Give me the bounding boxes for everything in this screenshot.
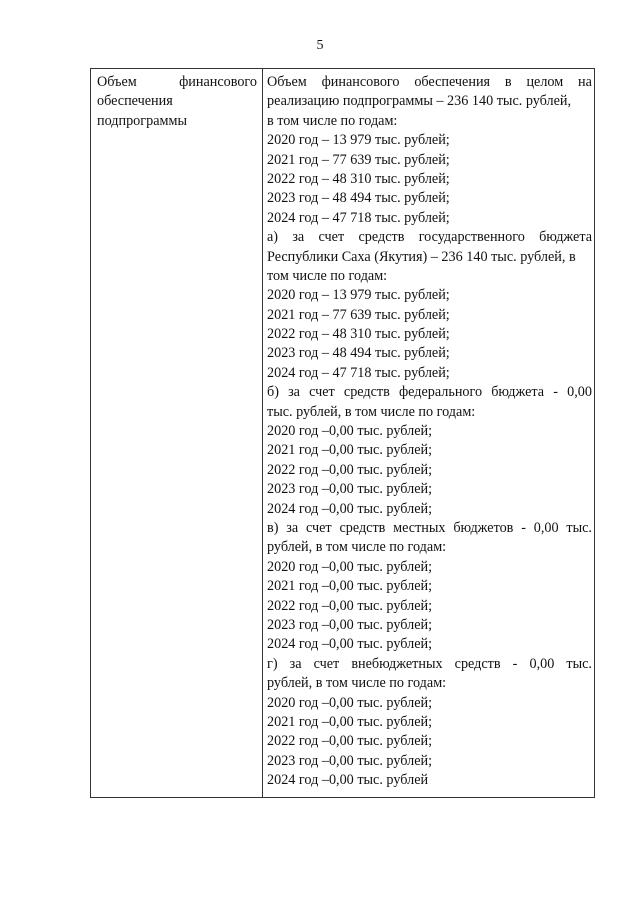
section-g-line-2: рублей, в том числе по годам: (267, 675, 447, 692)
year-label: 2020 год – (267, 694, 329, 711)
word: за (289, 655, 302, 672)
word: тыс. (566, 519, 592, 536)
amount: 0,00 тыс. рублей; (328, 694, 433, 711)
word: средств (358, 229, 405, 246)
year-label: 2021 год – (267, 578, 329, 595)
total-year-line: 2020 год – 13 979 тыс. рублей; (267, 132, 450, 149)
amount: 0,00 тыс. рублей; (328, 578, 433, 595)
section-v-year-row (267, 597, 592, 616)
word: бюджетов (453, 519, 514, 536)
amount: 0,00 тыс. рублей; (328, 423, 433, 440)
section-b-year-row (267, 422, 592, 441)
section-a-year-line: 2022 год – 48 310 тыс. рублей; (267, 326, 450, 343)
label-line-1 (97, 73, 257, 92)
word: государственного (418, 229, 525, 246)
amount: 0,00 тыс. рублей; (328, 461, 433, 478)
word: за (288, 384, 300, 401)
word: в (504, 74, 512, 90)
year-label: 2024 год – (267, 636, 329, 653)
year-label: 2021 год – (267, 713, 329, 730)
section-a-year-line: 2023 год – 48 494 тыс. рублей; (267, 345, 450, 362)
word: счет (313, 655, 340, 672)
section-a-line-3: том числе по годам: (267, 267, 388, 284)
word: средств (454, 655, 501, 672)
amount: 0,00 тыс. рублей; (328, 636, 433, 653)
section-a-line-2: Республики Саха (Якутия) – 236 140 тыс. рублей, в (267, 248, 576, 265)
section-v-year-row (267, 577, 592, 596)
year-label: 2021 год – (267, 442, 329, 459)
section-v-line-1 (267, 519, 592, 538)
amount: 0,00 тыс. рублей; (328, 597, 433, 614)
section-g-line-1 (267, 655, 592, 674)
total-year-line: 2021 год – 77 639 тыс. рублей; (267, 151, 450, 168)
word: 0,00 (529, 655, 555, 672)
label-word: финансового (179, 74, 257, 90)
section-b-year-row (267, 461, 592, 480)
word: счет (309, 384, 335, 401)
financing-table (90, 68, 595, 798)
word: Объем (267, 74, 307, 90)
word: тыс. (566, 655, 592, 672)
amount: 0,00 тыс. рублей; (328, 558, 433, 575)
label-line-2: обеспечения (97, 93, 173, 110)
word: обеспечения (414, 74, 491, 90)
label-word: Объем (97, 74, 137, 90)
word: счет (318, 229, 345, 246)
total-year-line: 2023 год – 48 494 тыс. рублей; (267, 190, 450, 207)
word: - (553, 384, 558, 401)
word: средств (339, 519, 386, 536)
section-g-year-row (267, 752, 592, 771)
amount: 0,00 тыс. рублей; (328, 442, 433, 459)
total-year-line: 2022 год – 48 310 тыс. рублей; (267, 170, 450, 187)
amount: 0,00 тыс. рублей; (328, 616, 433, 633)
section-b-year-row (267, 500, 592, 519)
word: 0,00 (567, 384, 592, 401)
word: местных (393, 519, 446, 536)
year-label: 2023 год – (267, 752, 329, 769)
section-g-year-row (267, 694, 592, 713)
section-v-year-row (267, 635, 592, 654)
amount: 0,00 тыс. рублей; (328, 481, 433, 498)
word: федерального (398, 384, 483, 401)
intro-line-3: в том числе по годам: (267, 112, 398, 129)
year-label: 2024 год – (267, 772, 329, 789)
word: г) (267, 655, 278, 672)
word: внебюджетных (351, 655, 443, 672)
year-label: 2022 год – (267, 733, 329, 750)
section-v-year-row (267, 558, 592, 577)
word: бюджета (539, 229, 592, 246)
word: - (521, 519, 526, 536)
year-label: 2020 год – (267, 423, 329, 440)
word: в) (267, 519, 279, 536)
section-b-line-1 (267, 383, 592, 402)
section-a-line-1 (267, 228, 592, 247)
word: средств (343, 384, 390, 401)
word: целом (526, 74, 564, 90)
section-b-line-2: тыс. рублей, в том числе по годам: (267, 403, 476, 420)
word: на (578, 74, 592, 90)
word: а) (267, 229, 279, 246)
section-v-line-2: рублей, в том числе по годам: (267, 539, 447, 556)
page-number: 5 (316, 38, 324, 53)
word: финансового (321, 74, 400, 90)
label-line-3: подпрограммы (97, 112, 187, 129)
word: за (286, 519, 299, 536)
section-g-year-row (267, 732, 592, 751)
total-year-line: 2024 год – 47 718 тыс. рублей; (267, 209, 450, 226)
year-label: 2022 год – (267, 461, 329, 478)
row-value-cell (267, 73, 592, 790)
intro-line-2: реализацию подпрограммы – 236 140 тыс. рублей, (267, 93, 572, 110)
section-a-year-line: 2021 год – 77 639 тыс. рублей; (267, 306, 450, 323)
word: за (292, 229, 305, 246)
year-label: 2023 год – (267, 481, 329, 498)
word: счет (305, 519, 332, 536)
section-g-year-row (267, 771, 592, 790)
amount: 0,00 тыс. рублей; (328, 733, 433, 750)
word: - (512, 655, 518, 672)
year-label: 2020 год – (267, 558, 329, 575)
word: 0,00 (533, 519, 559, 536)
section-b-year-row (267, 441, 592, 460)
section-a-year-line: 2020 год – 13 979 тыс. рублей; (267, 287, 450, 304)
section-v-year-row (267, 616, 592, 635)
amount: 0,00 тыс. рублей (328, 772, 429, 789)
intro-line-1 (267, 73, 592, 92)
section-a-year-line: 2024 год – 47 718 тыс. рублей; (267, 364, 450, 381)
amount: 0,00 тыс. рублей; (328, 752, 433, 769)
word: б) (267, 384, 279, 401)
column-divider (262, 69, 263, 797)
amount: 0,00 тыс. рублей; (328, 500, 433, 517)
word: бюджета (491, 384, 545, 401)
year-label: 2023 год – (267, 616, 329, 633)
amount: 0,00 тыс. рублей; (328, 713, 433, 730)
year-label: 2024 год – (267, 500, 329, 517)
row-label-cell (97, 73, 257, 131)
year-label: 2022 год – (267, 597, 329, 614)
section-g-year-row (267, 713, 592, 732)
section-b-year-row (267, 480, 592, 499)
